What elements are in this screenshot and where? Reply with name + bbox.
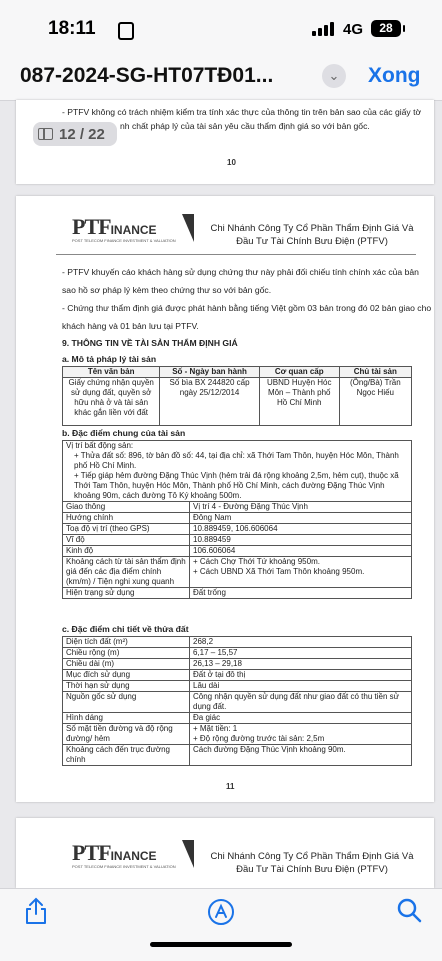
para-line-2: sao hồ sơ pháp lý kèm theo chứng thư so với bản gốc. bbox=[62, 285, 272, 295]
general-table: Vị trí bất động sản: + Thửa đất số: 896, tờ bản đồ số: 44, tại địa chỉ: xã Thới Tam Thôn, huyện Hóc Môn, Thành phố Hồ Chí Minh. + Tiếp giáp hẻm đường Đặng Thúc Vịnh (hẻm trải đá rộng khoảng 2,5m, hẻm cụt), thuộc xã Thới Tam Thôn, huyện Hóc Môn, Thành phố Hồ Chí Minh, cách đường Đặng Thúc Vịnh khoảng 90m, cách đường Tô Ký khoảng 500m. Giao thông Vị trí 4 - Đường Đặng Thúc Vịnh Hướng chính Đông Nam Toạ độ vị trí (theo GPS) 10.889459, 106.606064 Vĩ độ 10.889459 Kinh độ 106.606064 Khoảng cách từ tài sản thẩm định giá đến các địa điểm chính (km/m) / Tiện nghi xung quanh + Cách Chợ Thới Tứ khoảng 950m. + Cách UBND Xã Thới Tam Thôn khoảng 950m. Hiện trạng sử dụng Đất trống bbox=[62, 440, 412, 599]
legal-table bbox=[62, 366, 412, 426]
page-10-line-2: nh chất pháp lý của tài sản yêu cầu thẩm định giá so với bản gốc. bbox=[120, 121, 370, 131]
focus-person-icon bbox=[118, 22, 134, 40]
status-bar bbox=[0, 0, 442, 56]
document-page-11 bbox=[16, 196, 434, 802]
status-time: 18:11 bbox=[48, 18, 96, 39]
network-type: 4G bbox=[343, 21, 364, 38]
legal-cell: Số bìa BX 244820 cấp ngày 25/12/2014 bbox=[160, 378, 259, 426]
legal-header: Cơ quan cấp bbox=[259, 367, 339, 378]
para-line-3: - Chứng thư thẩm định giá được phát hành bằng tiếng Việt gồm 03 bản trong đó 02 bản giao cho bbox=[62, 303, 432, 313]
ptf-logo-next: PTFINANCE POST TELECOM FINANCE INVESTMENT & VALUATION bbox=[72, 840, 157, 866]
page-indicator-label: 12 / 22 bbox=[59, 126, 105, 143]
subsection-b-heading: b. Đặc điểm chung của tài sản bbox=[62, 428, 186, 438]
share-icon[interactable] bbox=[24, 897, 48, 925]
page-number-10: 10 bbox=[227, 158, 236, 167]
detail-table: Diện tích đất (m²) 268,2 Chiều rộng (m) 6,17 – 15,57 Chiều dài (m) 26,13 – 29,18 Mục đích sử dụng Đất ở tại đô thị Thời hạn sử dụng Lâu dài Nguồn gốc sử dụng Công nhận quyền sử dụng đất như giao đất có thu tiền sử dụng đất. Hình dáng Đa giác Số mặt tiền đường và độ rộng đường/ hẻm + Mặt tiền: 1 + Độ rộng đường trước tài sản: 2,5m Khoảng cách đến trục đường chính Cách đường Đặng Thúc Vịnh khoảng 90m. bbox=[62, 636, 412, 766]
para-line-1: - PTFV khuyến cáo khách hàng sử dụng chứng thư này phải đối chiếu tính chính xác của bản bbox=[62, 267, 419, 277]
legal-header: Tên văn bản bbox=[63, 367, 160, 378]
page-indicator[interactable] bbox=[33, 122, 117, 146]
legal-header: Chủ tài sản bbox=[339, 367, 411, 378]
company-name: Chi Nhánh Công Ty Cổ Phần Thẩm Định Giá Và Đầu Tư Tài Chính Bưu Điện (PTFV) bbox=[210, 223, 414, 247]
page-10-line-1: - PTFV không có trách nhiệm kiểm tra tính xác thực của thông tin trên bản sao của các giấy tờ bbox=[62, 107, 422, 117]
subsection-c-heading: c. Đặc điểm chi tiết về thửa đất bbox=[62, 624, 189, 634]
markup-icon[interactable] bbox=[207, 898, 235, 926]
bottom-toolbar bbox=[0, 888, 442, 961]
battery-icon: 28 bbox=[371, 20, 401, 37]
done-button[interactable]: Xong bbox=[368, 64, 421, 87]
legal-cell: UBND Huyện Hóc Môn – Thành phố Hồ Chí Minh bbox=[259, 378, 339, 426]
sidebar-icon bbox=[38, 128, 53, 140]
home-indicator bbox=[150, 942, 292, 947]
page-number-11: 11 bbox=[226, 782, 235, 791]
legal-cell: Giấy chứng nhận quyền sử dụng đất, quyền sở hữu nhà ở và tài sản khác gắn liền với đất bbox=[63, 378, 160, 426]
document-title[interactable]: 087-2024-SG-HT07TĐ01... bbox=[20, 64, 274, 87]
company-name-next: Chi Nhánh Công Ty Cổ Phần Thẩm Định Giá Và Đầu Tư Tài Chính Bưu Điện (PTFV) bbox=[210, 851, 414, 875]
ptf-logo: PTFINANCE POST TELECOM FINANCE INVESTMENT & VALUATION bbox=[72, 214, 157, 240]
legal-cell: (Ông/Bà) Trần Ngọc Hiếu bbox=[339, 378, 411, 426]
legal-header: Số - Ngày ban hành bbox=[160, 367, 259, 378]
para-line-4: khách hàng và 01 bản lưu tại PTFV. bbox=[62, 321, 199, 331]
document-page-12 bbox=[16, 818, 434, 888]
subsection-a-heading: a. Mô tả pháp lý tài sản bbox=[62, 354, 157, 364]
document-navbar bbox=[0, 56, 442, 101]
chevron-down-icon[interactable]: ⌄ bbox=[322, 64, 346, 88]
search-icon[interactable] bbox=[396, 897, 422, 923]
position-cell: Vị trí bất động sản: + Thửa đất số: 896, tờ bản đồ số: 44, tại địa chỉ: xã Thới Tam Thôn, huyện Hóc Môn, Thành phố Hồ Chí Minh. + Tiếp giáp hẻm đường Đặng Thúc Vịnh (hẻm trải đá rộng khoảng 2,5m, hẻm cụt), thuộc xã Thới Tam Thôn, huyện Hóc Môn, Thành phố Hồ Chí Minh, cách đường Đặng Thúc Vịnh khoảng 90m, cách đường Tô Ký khoảng 500m. bbox=[63, 441, 412, 502]
section-9-heading: 9. THÔNG TIN VỀ TÀI SẢN THẨM ĐỊNH GIÁ bbox=[62, 338, 238, 348]
